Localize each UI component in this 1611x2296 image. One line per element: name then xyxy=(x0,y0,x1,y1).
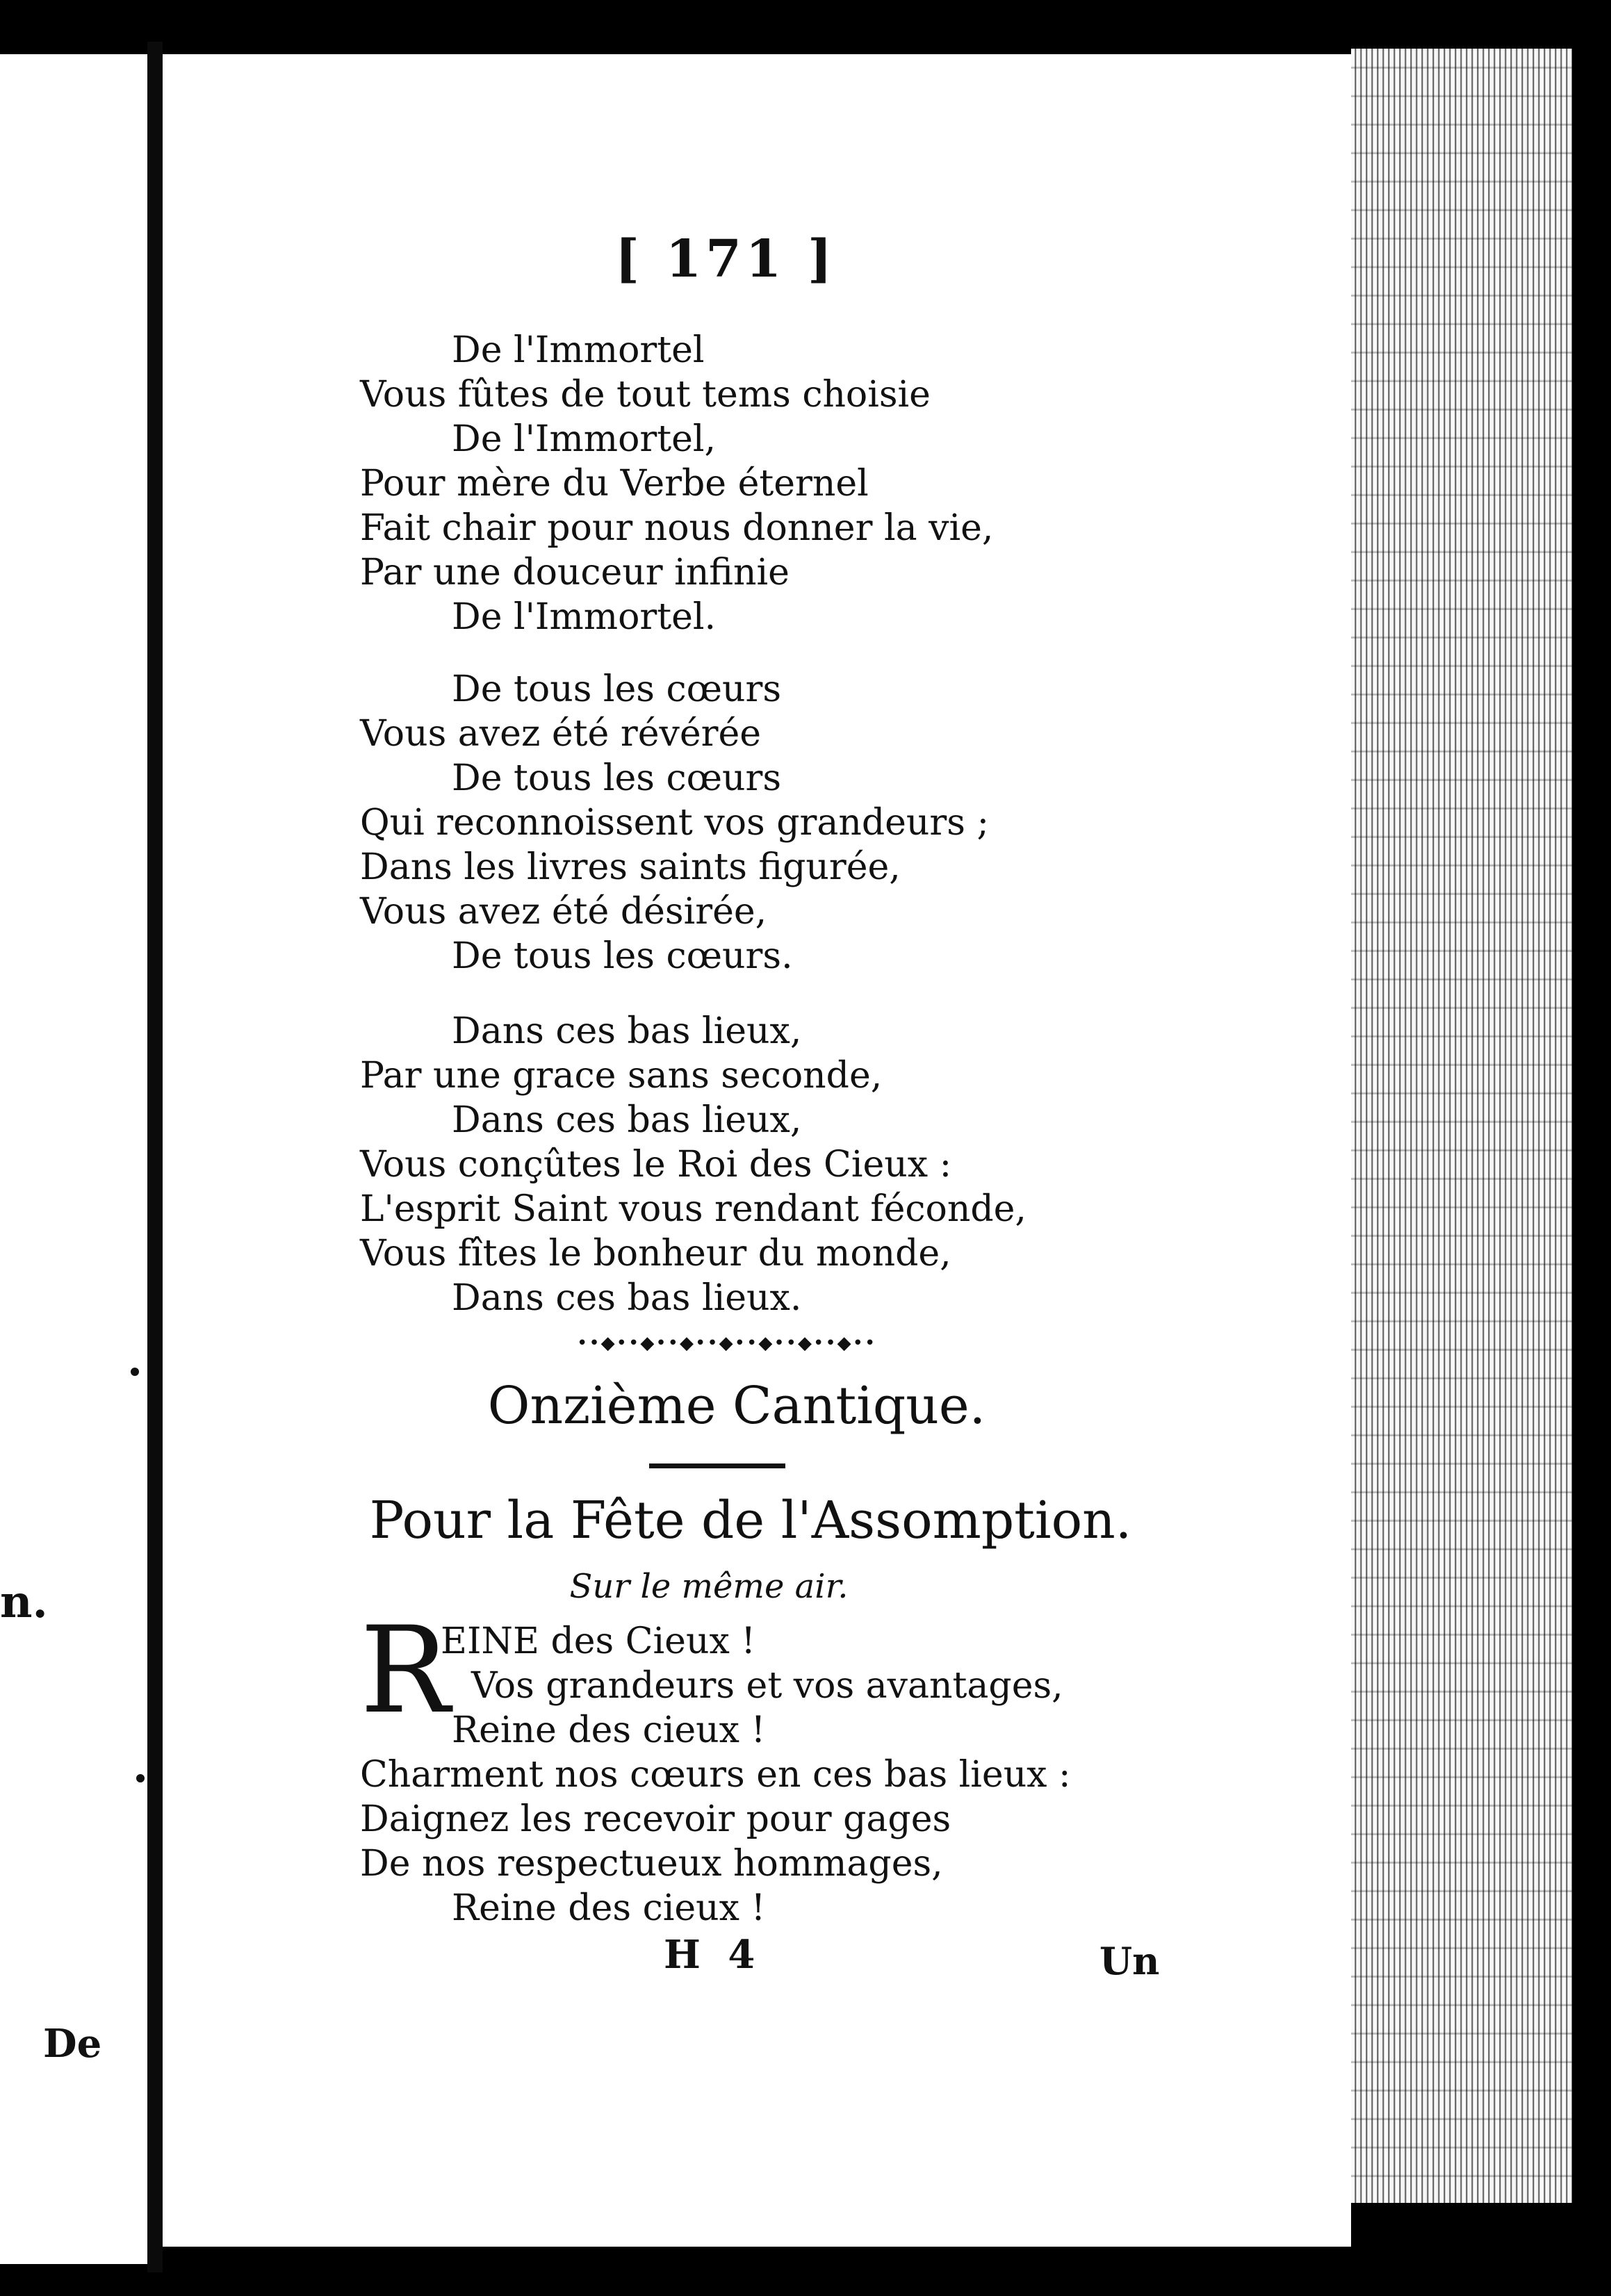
title-rule xyxy=(649,1463,785,1468)
verse-line: Dans ces bas lieux, xyxy=(452,1099,802,1141)
stanza-3 xyxy=(360,1009,1111,1320)
verse-line: De tous les cœurs. xyxy=(452,935,793,977)
page-number: [ 171 ] xyxy=(614,229,837,289)
previous-page-fragment: n. xyxy=(0,1576,48,1628)
verse-line: Vous avez été révérée xyxy=(360,713,762,755)
gutter xyxy=(147,42,163,2272)
previous-page-catchword: De xyxy=(43,2021,102,2067)
verse-line: Daignez les recevoir pour gages xyxy=(360,1798,951,1840)
catchword: Un xyxy=(1099,1939,1160,1983)
verse-line: L'esprit Saint vous rendant féconde, xyxy=(360,1188,1027,1230)
verse-line: Dans ces bas lieux, xyxy=(452,1010,802,1052)
ornamental-divider: ••◆••◆••◆••◆••◆••◆••◆•• xyxy=(577,1333,877,1354)
verse-line: De tous les cœurs xyxy=(452,669,782,710)
previous-page-sliver xyxy=(0,54,147,2264)
verse-line: Dans les livres saints figurée, xyxy=(360,846,901,888)
ink-speck xyxy=(136,1774,145,1782)
verse-line: Par une douceur infinie xyxy=(360,552,790,593)
page-fore-edge xyxy=(1351,49,1572,2203)
verse-line: Par une grace sans seconde, xyxy=(360,1055,883,1097)
verse-line: Vos grandeurs et vos avantages, xyxy=(471,1665,1063,1707)
verse-line: De tous les cœurs xyxy=(452,757,782,799)
verse-line: Qui reconnoissent vos grandeurs ; xyxy=(360,802,989,844)
verse-line: Vous fîtes le bonheur du monde, xyxy=(360,1233,951,1274)
verse-line: Reine des cieux ! xyxy=(452,1887,766,1929)
verse-line: Vous fûtes de tout tems choisie xyxy=(360,374,931,416)
verse-line: Dans ces bas lieux. xyxy=(452,1277,802,1319)
drop-cap: R xyxy=(360,1600,450,1740)
stanza-4 xyxy=(360,1600,1111,1930)
verse-line: Vous conçûtes le Roi des Cieux : xyxy=(360,1144,952,1186)
verse-line: Vous avez été désirée, xyxy=(360,891,767,933)
verse-line: Pour mère du Verbe éternel xyxy=(360,463,869,505)
verse-line: De l'Immortel. xyxy=(452,596,717,638)
ink-speck xyxy=(131,1368,139,1376)
stanza-2 xyxy=(360,667,1111,978)
verse-line: De l'Immortel xyxy=(452,329,705,371)
verse-line: De l'Immortel, xyxy=(452,418,717,460)
stanza-1 xyxy=(360,328,1111,639)
verse-line: Reine des cieux ! xyxy=(452,1709,766,1751)
signature-mark: H 4 xyxy=(664,1932,762,1978)
verse-line: Fait chair pour nous donner la vie, xyxy=(360,507,994,549)
verse-line: EINE des Cieux ! xyxy=(441,1621,756,1662)
hymn-subtitle: Pour la Fête de l'Assomption. xyxy=(369,1491,1132,1550)
verse-line: Charment nos cœurs en ces bas lieux : xyxy=(360,1754,1071,1796)
hymn-title: Onzième Cantique. xyxy=(487,1376,986,1436)
stanza-4-rest xyxy=(360,1708,1111,1930)
air-note: Sur le même air. xyxy=(569,1567,849,1606)
verse-line: De nos respectueux hommages, xyxy=(360,1843,943,1885)
